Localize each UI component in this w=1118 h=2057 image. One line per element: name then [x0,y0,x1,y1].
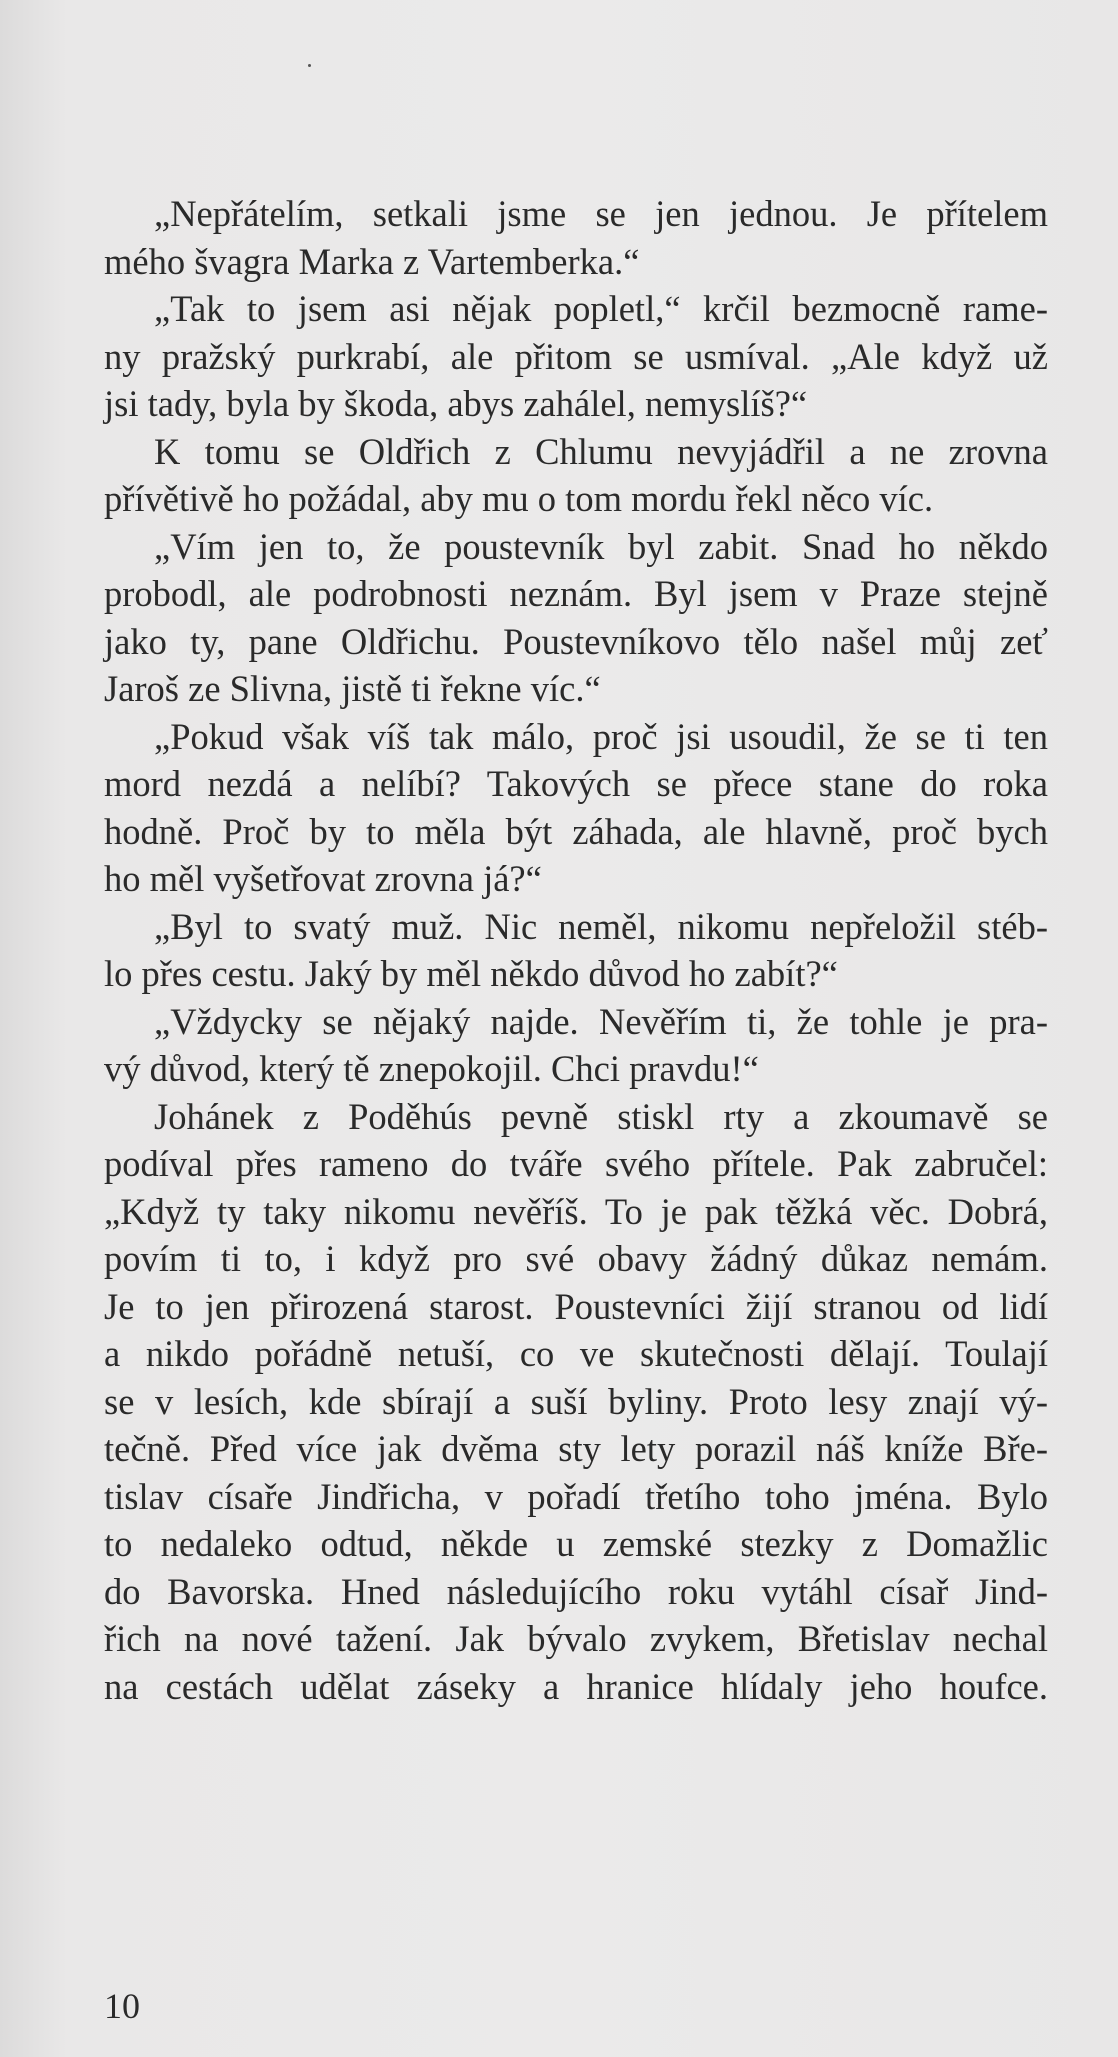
text-line: Jaroš ze Slivna, jistě ti řekne víc.“ [104,668,601,709]
text-line: Johánek z Poděhús pevně stiskl rty a zkoumavě se [154,1095,1048,1137]
text-line: přívětivě ho požádal, aby mu o tom mordu řekl něco víc. [104,478,934,519]
text-line: jsi tady, byla by škoda, abys zahálel, nemyslíš?“ [104,383,808,424]
text-line: „Nepřátelím, setkali jsme se jen jednou. Je přítelem [154,193,1048,234]
text-line: ho měl vyšetřovat zrovna já?“ [104,858,542,899]
text-line: tečně. Před více jak dvěma sty lety porazil náš kníže Bře- [104,1428,1048,1469]
text-line: „Pokud však víš tak málo, proč jsi usoudil, že se ti ten [154,715,1048,757]
text-line: vý důvod, který tě znepokojil. Chci pravdu!“ [104,1048,759,1089]
text-line: mord nezdá a nelíbí? Takových se přece stane do roka [104,763,1048,804]
text-line: podíval přes rameno do tváře svého přítele. Pak zabručel: [104,1143,1048,1184]
text-line: „Když ty taky nikomu nevěříš. To je pak těžká věc. Dobrá, [104,1190,1048,1232]
text-line: se v lesích, kde sbírají a suší byliny. Proto lesy znají vý- [104,1380,1048,1422]
text-line: na cestách udělat záseky a hranice hlídaly jeho houfce. [104,1665,1048,1707]
text-line: a nikdo pořádně netuší, co ve skutečnosti dělají. Toulají [104,1333,1048,1374]
paper-speck [308,64,311,67]
text-line: do Bavorska. Hned následujícího roku vytáhl císař Jind- [104,1570,1048,1612]
text-line: „Byl to svatý muž. Nic neměl, nikomu nepřeložil stéb- [154,905,1048,947]
page-number: 10 [104,1986,140,2026]
text-line: mého švagra Marka z Vartemberka.“ [104,240,640,282]
body-text [104,190,1048,1710]
text-line: jako ty, pane Oldřichu. Poustevníkovo tělo našel můj zeť [104,620,1048,662]
text-line: řich na nové tažení. Jak bývalo zvykem, Břetislav nechal [104,1618,1048,1659]
text-line: probodl, ale podrobnosti neznám. Byl jsem v Praze stejně [104,573,1048,614]
text-line: „Tak to jsem asi nějak popletl,“ krčil bezmocně rame- [154,288,1048,329]
text-line: lo přes cestu. Jaký by měl někdo důvod ho zabít?“ [104,953,838,994]
text-line: povím ti to, i když pro své obavy žádný důkaz nemám. [104,1238,1048,1279]
text-line: tislav císaře Jindřicha, v pořadí třetího toho jména. Bylo [104,1475,1048,1517]
text-line: ny pražský purkrabí, ale přitom se usmíval. „Ale když už [104,335,1048,377]
text-line: Je to jen přirozená starost. Poustevníci žijí stranou od lidí [104,1285,1048,1327]
text-line: to nedaleko odtud, někde u zemské stezky z Domažlic [104,1523,1048,1564]
text-line: hodně. Proč by to měla být záhada, ale hlavně, proč bych [104,810,1048,852]
text-line: K tomu se Oldřich z Chlumu nevyjádřil a ne zrovna [154,430,1048,472]
text-line: „Vím jen to, že poustevník byl zabit. Snad ho někdo [154,525,1048,567]
text-line: „Vždycky se nějaký najde. Nevěřím ti, že tohle je pra- [154,1000,1048,1042]
